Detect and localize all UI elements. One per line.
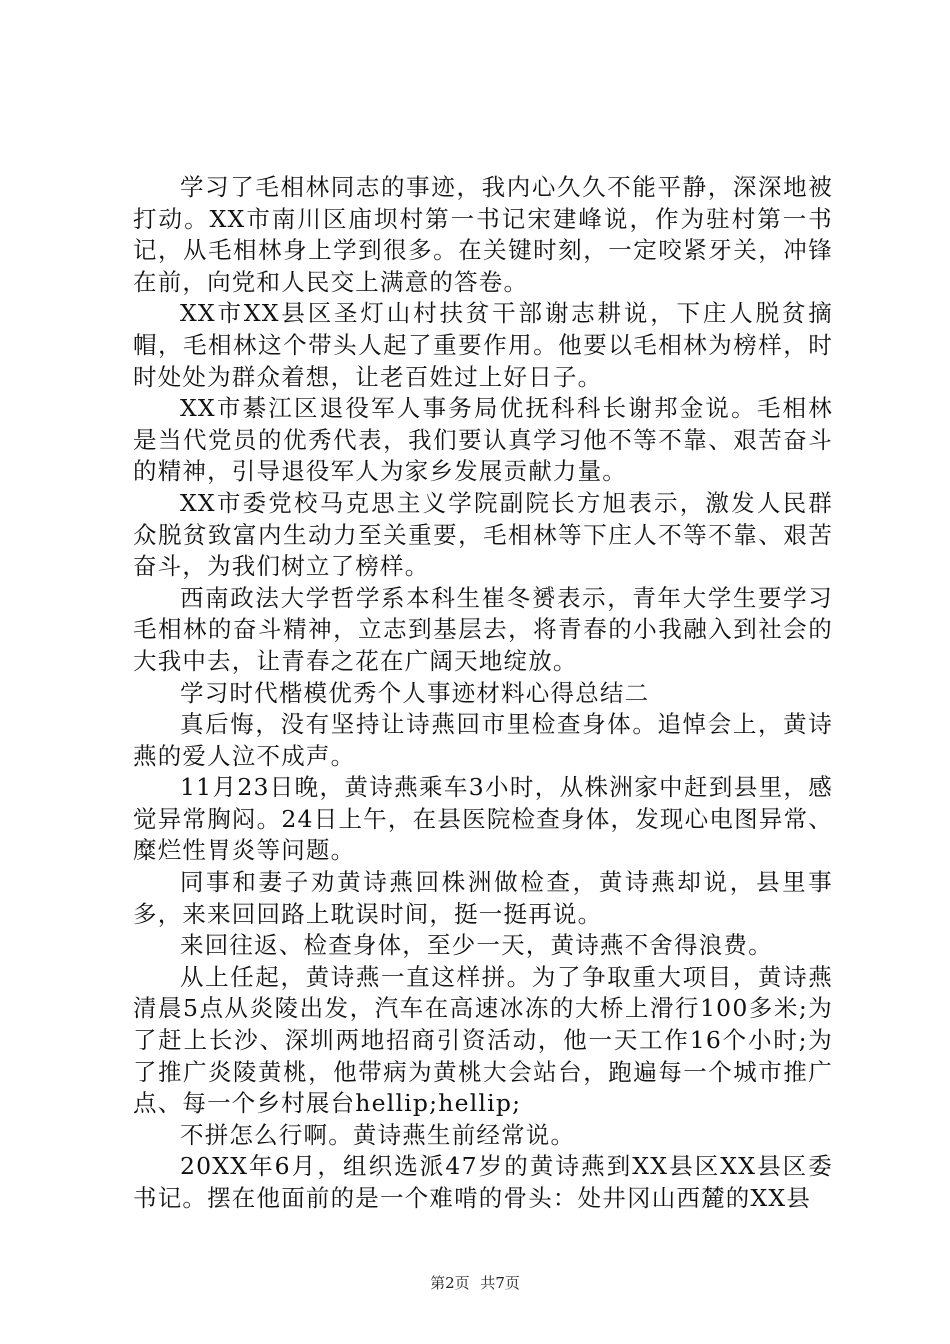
- page-total: 共7页: [480, 1274, 520, 1292]
- paragraph: 从上任起，黄诗燕一直这样拼。为了争取重大项目，黄诗燕清晨5点从炎陵出发，汽车在高速冰冻的大桥上滑行100多米;为了赶上长沙、深圳两地招商引资活动，他一天工作16个小时;为了推广炎陵黄桃，他带病为黄桃大会站台，跑遍每一个城市推广点、每一个乡村展台hellip;hellip;: [133, 962, 833, 1118]
- page-number: 第2页: [430, 1274, 470, 1292]
- paragraph: 学习了毛相林同志的事迹，我内心久久不能平静，深深地被打动。XX市南川区庙坝村第一书记宋建峰说，作为驻村第一书记，从毛相林身上学到很多。在关键时刻，一定咬紧牙关，冲锋在前，向党和人民交上满意的答卷。: [133, 173, 833, 296]
- paragraph: XX市委党校马克思主义学院副院长方旭表示，激发人民群众脱贫致富内生动力至关重要，毛相林等下庄人不等不靠、艰苦奋斗，为我们树立了榜样。: [133, 488, 833, 581]
- paragraph: 来回往返、检查身体，至少一天，黄诗燕不舍得浪费。: [180, 931, 773, 960]
- section-heading: 学习时代楷模优秀个人事迹材料心得总结二: [180, 678, 650, 707]
- paragraph: 同事和妻子劝黄诗燕回株洲做检查，黄诗燕却说，县里事多，来来回回路上耽误时间，挺一挺再说。: [133, 868, 833, 928]
- paragraph: XX市XX县区圣灯山村扶贫干部谢志耕说，下庄人脱贫摘帽，毛相林这个带头人起了重要作用。他要以毛相林为榜样，时时处处为群众着想，让老百姓过上好日子。: [133, 299, 833, 391]
- paragraph: 11月23日晚，黄诗燕乘车3小时，从株洲家中赶到县里，感觉异常胸闷。24日上午，在县医院检查身体，发现心电图异常、糜烂性胃炎等问题。: [133, 773, 833, 865]
- paragraph: 20XX年6月，组织选派47岁的黄诗燕到XX县区XX县区委书记。摆在他面前的是一个难啃的骨头：处井冈山西麓的XX县: [133, 1152, 833, 1212]
- paragraph: XX市綦江区退役军人事务局优抚科科长谢邦金说。毛相林是当代党员的优秀代表，我们要认真学习他不等不靠、艰苦奋斗的精神，引导退役军人为家乡发展贡献力量。: [133, 394, 833, 486]
- page-footer: [0, 1272, 950, 1293]
- paragraph: 西南政法大学哲学系本科生崔冬赟表示，青年大学生要学习毛相林的奋斗精神，立志到基层去，将青春的小我融入到社会的大我中去，让青春之花在广阔天地绽放。: [133, 583, 833, 675]
- paragraph: 不拼怎么行啊。黄诗燕生前经常说。: [180, 1120, 576, 1149]
- paragraph: 真后悔，没有坚持让诗燕回市里检查身体。追悼会上，黄诗燕的爱人泣不成声。: [133, 710, 833, 770]
- document-body: [133, 172, 833, 1215]
